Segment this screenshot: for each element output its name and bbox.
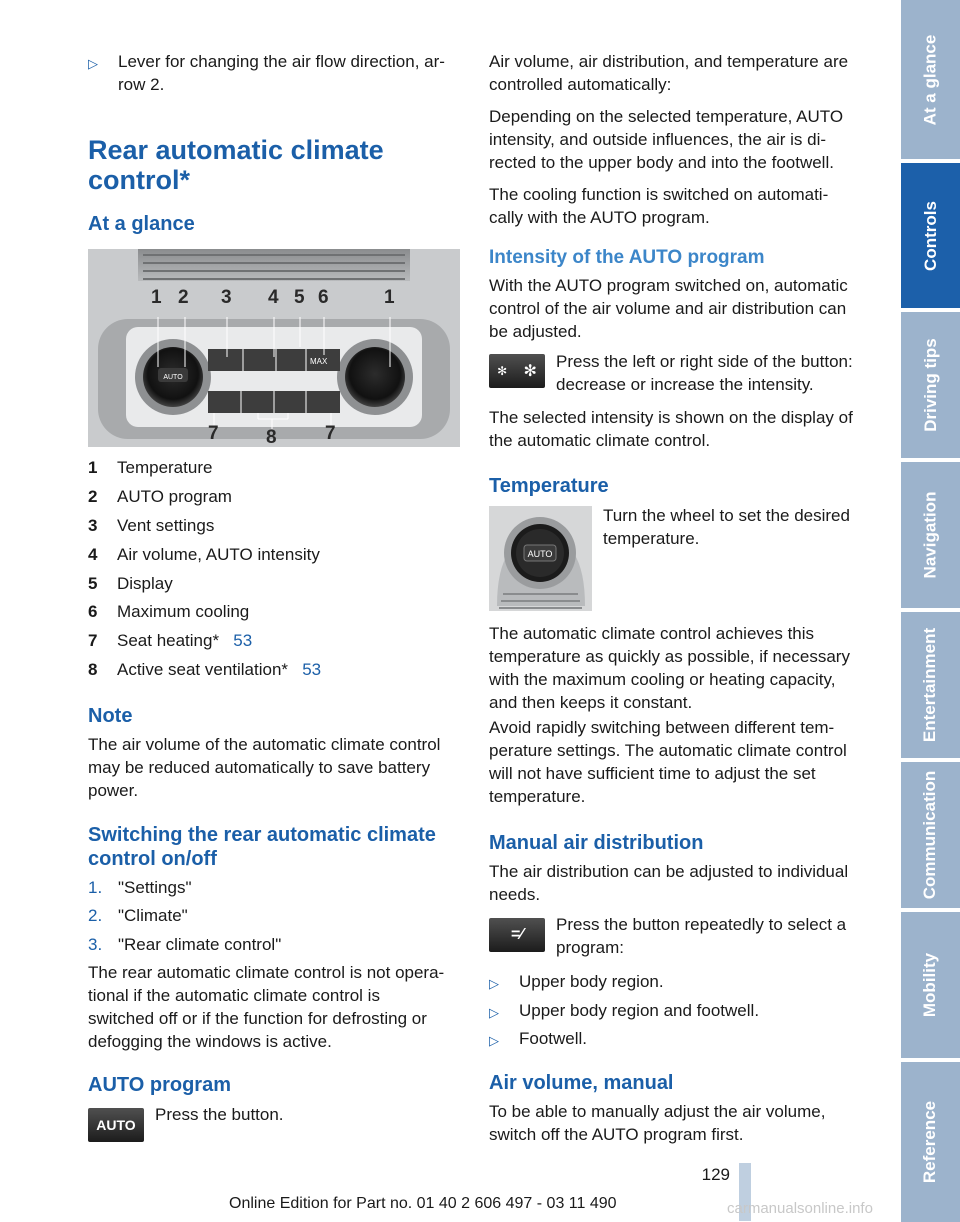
figure-label: 7 [325,423,336,444]
figure-label: 2 [178,287,189,308]
temperature-knob-icon [489,506,592,611]
step-item: 3. "Rear climate control" [88,935,282,954]
section-title: Rear automatic climate control* [88,135,384,195]
edition-footer: Online Edition for Part no. 01 40 2 606 497 - 03 11 490 [229,1195,617,1212]
tab-entertainment[interactable]: Entertainment [901,612,960,758]
manual-distribution-heading: Manual air distribution [489,832,704,854]
intensity-text: With the AUTO program switched on, automatic control of the air volume and air distribution can be adjusted. [489,276,848,341]
note-text: The air volume of the automatic climate control may be reduced automatically to save battery power. [88,735,441,800]
intensity-heading: Intensity of the AUTO program [489,247,765,268]
manual-button-text: Press the button repeatedly to select a program: [556,915,847,957]
climate-panel-illustration [88,249,460,447]
air-volume-heading: Air volume, manual [489,1072,674,1094]
fan-small-icon: ✻ [497,364,508,378]
step-list [88,876,468,956]
temperature-text-1: The automatic climate control achieves this temperature as quickly as possible, if necessary with the maximum cooling or heating capacity, and then keeps it constant. [489,624,850,712]
tab-communication[interactable]: Communication [901,762,960,908]
temperature-knob-label: AUTO [527,549,553,559]
bullet-arrow-icon: ▷ [489,976,499,991]
watermark: carmanualsonline.info [727,1200,873,1217]
figure-max-label: MAX [310,357,328,366]
manual-bullet: ▷ Upper body region and footwell. [489,999,864,1022]
air-distribution-icon: =⁄ [510,926,523,943]
intensity-text-2: The selected intensity is shown on the display of the automatic climate control. [489,408,853,450]
tab-navigation[interactable]: Navigation [901,462,960,608]
intensity-button-image [489,354,545,388]
intro-paragraph-1: Air volume, air distribution, and temperature are controlled automatically: [489,52,849,94]
bullet-arrow-icon: ▷ [489,1033,499,1048]
at-a-glance-heading: At a glance [88,213,195,235]
figure-label: 3 [221,287,232,308]
temperature-heading: Temperature [489,475,609,497]
tab-driving-tips[interactable]: Driving tips [901,312,960,458]
fan-large-icon: ✻ [523,363,537,380]
tab-reference[interactable]: Reference [901,1062,960,1222]
temperature-knob-text: Turn the wheel to set the desired temperature. [603,506,850,548]
bullet-arrow-icon: ▷ [489,1005,499,1020]
switch-heading: Switching the rear automatic climate control on/off [88,824,436,870]
intro-paragraph-2: Depending on the selected temperature, AUTO intensity, and outside influences, the air is di- rected to the upper body and into the footwell. [489,107,844,172]
page-number: 129 [701,1165,730,1184]
tab-at-a-glance[interactable]: At a glance [901,0,960,159]
temperature-text-2: Avoid rapidly switching between different tem- perature settings. The automatic climate control will not have sufficient time to adjust the set temperature. [489,718,847,806]
auto-program-text: Press the button. [155,1105,284,1124]
figure-label: 1 [151,287,162,308]
figure-label: 1 [384,287,395,308]
auto-button-image: AUTO [88,1108,144,1142]
manual-distribution-text: The air distribution can be adjusted to individual needs. [489,862,849,904]
climate-control-figure [88,249,460,447]
step-item: 1. "Settings" [88,878,192,897]
manual-bullet: ▷ Upper body region. [489,970,864,993]
bullet-arrow-icon: ▷ [88,56,98,71]
top-bullet-text: Lever for changing the air flow direction, ar- row 2. [118,52,445,94]
page-ref-link[interactable]: 53 [302,660,322,679]
figure-top-labels [88,287,460,311]
air-distribution-button-image [489,918,545,952]
temperature-knob-image [489,506,592,611]
switch-text: The rear automatic climate control is not opera- tional if the automatic climate control is switched off or if the function for defrosting or defogging the windows is active. [88,963,445,1051]
tab-mobility[interactable]: Mobility [901,912,960,1058]
figure-label: 8 [266,427,277,447]
manual-bullet: ▷ Footwell. [489,1027,864,1050]
note-heading: Note [88,705,133,727]
figure-label: 7 [208,423,219,444]
auto-program-heading: AUTO program [88,1074,231,1096]
figure-knob-label: AUTO [163,374,183,381]
figure-label: 5 [294,287,305,308]
tab-controls[interactable]: Controls [901,163,960,308]
figure-label: 6 [318,287,329,308]
figure-label: 4 [268,287,279,308]
intro-paragraph-3: The cooling function is switched on automati- cally with the AUTO program. [489,185,829,227]
step-item: 2. "Climate" [88,906,188,925]
air-volume-text: To be able to manually adjust the air volume, switch off the AUTO program first. [489,1102,826,1144]
intensity-button-text: Press the left or right side of the button: decrease or increase the intensity. [556,352,853,394]
page-ref-link[interactable]: 53 [233,631,253,650]
